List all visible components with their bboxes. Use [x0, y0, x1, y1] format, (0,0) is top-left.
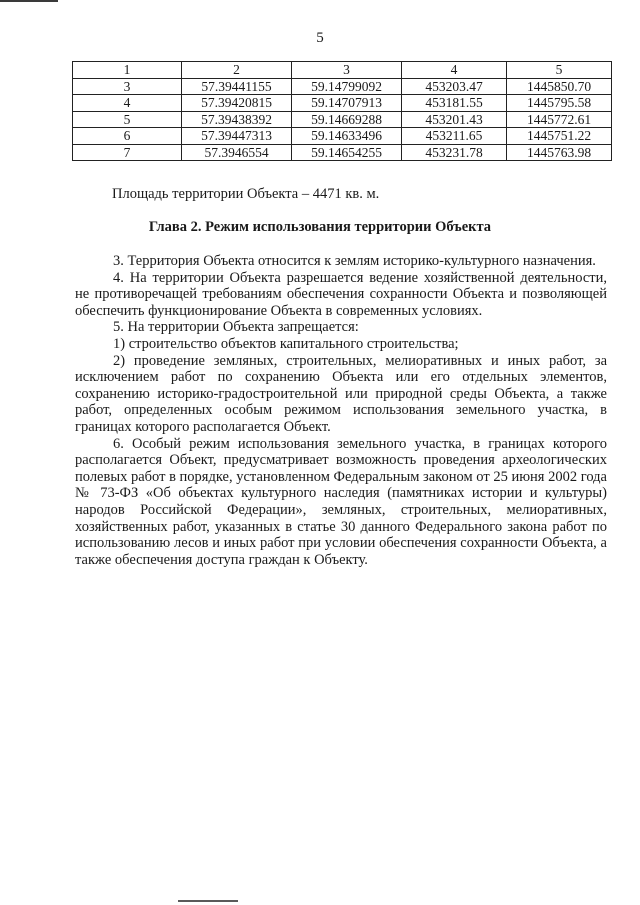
table-cell: 5 — [73, 111, 182, 128]
table-cell: 59.14799092 — [292, 78, 402, 95]
table-cell: 453203.47 — [402, 78, 507, 95]
table-cell: 59.14654255 — [292, 144, 402, 161]
chapter-body — [75, 253, 607, 568]
table-header-cell: 1 — [73, 62, 182, 79]
table-cell: 57.39441155 — [182, 78, 292, 95]
paragraph-4: 4. На территории Объекта разрешается ведение хозяйственной деятельности, не противоречащей требованиям обеспечения сохранности Объекта и позволяющей обеспечить функционирование Объекта в современных условиях. — [75, 269, 607, 319]
table-row — [73, 128, 612, 145]
table-cell: 1445763.98 — [507, 144, 612, 161]
paragraph-3: 3. Территория Объекта относится к землям историко-культурного назначения. — [113, 253, 596, 269]
table-cell: 453211.65 — [402, 128, 507, 145]
table-cell: 1445751.22 — [507, 128, 612, 145]
table-cell: 7 — [73, 144, 182, 161]
table-cell: 453201.43 — [402, 111, 507, 128]
table-cell: 453231.78 — [402, 144, 507, 161]
table-header-cell: 3 — [292, 62, 402, 79]
page-number: 5 — [316, 30, 324, 46]
table-row — [73, 144, 612, 161]
table-header-cell: 4 — [402, 62, 507, 79]
scan-edge-mark — [178, 900, 238, 902]
table-cell: 59.14707913 — [292, 95, 402, 112]
paragraph-5: 5. На территории Объекта запрещается: — [113, 319, 359, 336]
table-header-cell: 2 — [182, 62, 292, 79]
table-cell: 453181.55 — [402, 95, 507, 112]
table-cell: 6 — [73, 128, 182, 145]
table-row — [73, 78, 612, 95]
table-cell: 4 — [73, 95, 182, 112]
table-header-cell: 5 — [507, 62, 612, 79]
paragraph-6: 6. Особый режим использования земельного участка, в границах которого располагается Объект, предусматривает возможность проведения археологических полевых работ в порядке, установленном Федеральным законом от 25 июня 2002 года № 73-ФЗ «Об объектах культурного наследия (памятниках истории и культуры) народов Российской Федерации», земляных, строительных, мелиоративных, хозяйственных работ, указанных в статье 30 данного Федерального закона работ по использованию лесов и иных работ при условии обеспечения сохранности Объекта, а также обеспечения доступа граждан к Объекту. — [75, 435, 607, 568]
list-item-2: 2) проведение земляных, строительных, мелиоративных и иных работ, за исключением работ по сохранению Объекта или его отдельных элементов, сохранению историко-градостроительной или природной среды Объекта, а также работ, определенных особым режимом использования земельного участка, в границах которого располагается Объект. — [75, 352, 607, 435]
table-cell: 59.14633496 — [292, 128, 402, 145]
table-cell: 1445795.58 — [507, 95, 612, 112]
chapter-heading: Глава 2. Режим использования территории Объекта — [148, 219, 492, 235]
table-cell: 1445772.61 — [507, 111, 612, 128]
scan-edge-mark — [0, 0, 58, 2]
table-cell: 1445850.70 — [507, 78, 612, 95]
table-row — [73, 111, 612, 128]
area-statement: Площадь территории Объекта – 4471 кв. м. — [112, 186, 380, 202]
table-cell: 57.39420815 — [182, 95, 292, 112]
table-cell: 3 — [73, 78, 182, 95]
list-item-1: 1) строительство объектов капитального строительства; — [113, 335, 459, 352]
table-cell: 59.14669288 — [292, 111, 402, 128]
table-cell: 57.39447313 — [182, 128, 292, 145]
table-cell: 57.3946554 — [182, 144, 292, 161]
coordinates-table — [72, 61, 612, 161]
table-cell: 57.39438392 — [182, 111, 292, 128]
table-row — [73, 95, 612, 112]
table-header-row — [73, 62, 612, 79]
